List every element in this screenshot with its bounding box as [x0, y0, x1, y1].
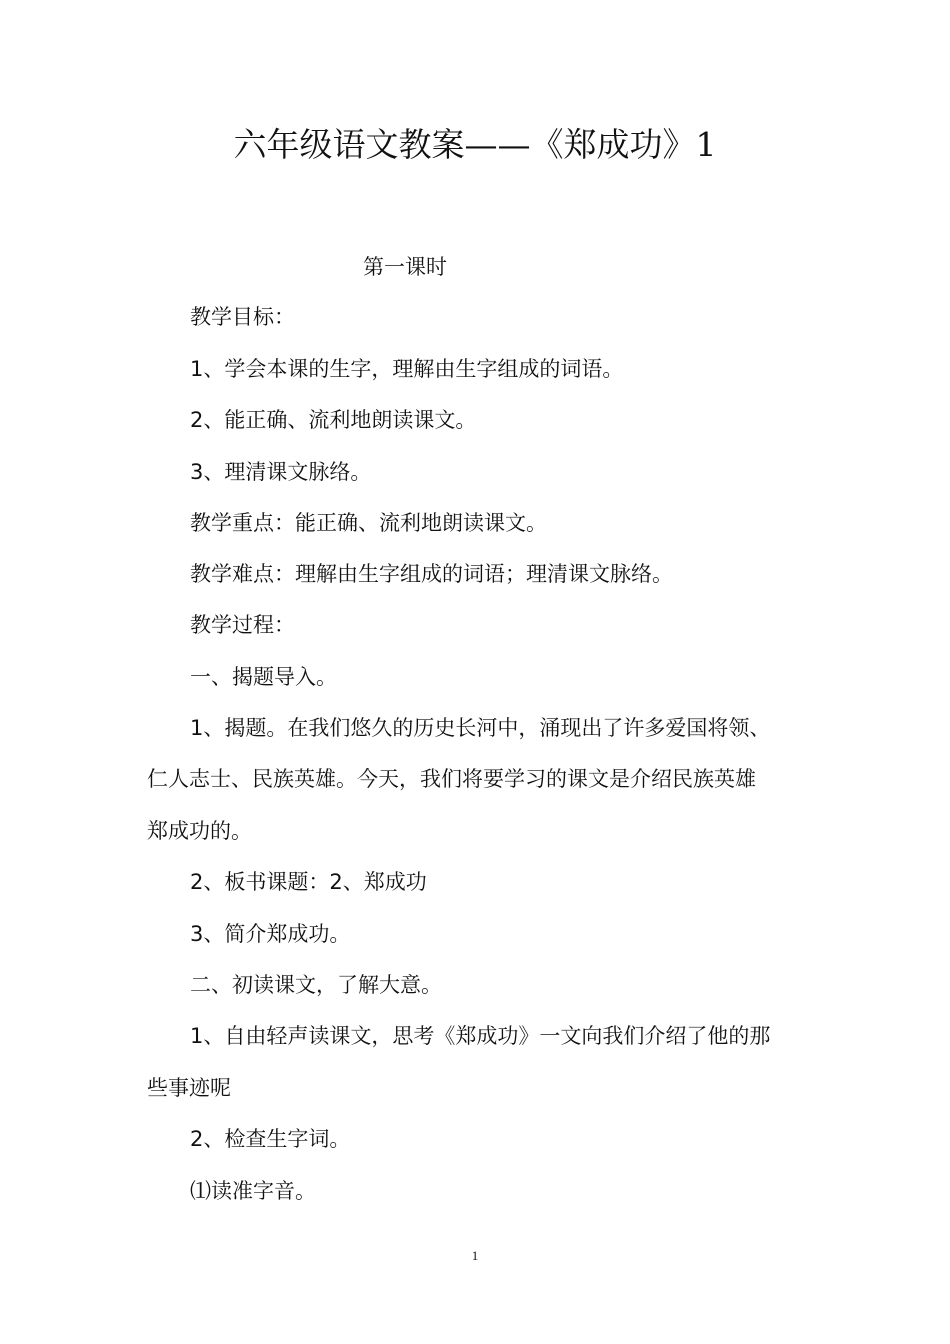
- text-line: 1、学会本课的生字，理解由生字组成的词语。: [190, 357, 624, 381]
- text-line: 教学过程：: [190, 613, 295, 637]
- text-line: 些事迹呢: [147, 1076, 231, 1100]
- text-line: 郑成功的。: [147, 819, 252, 843]
- text-line: 3、简介郑成功。: [190, 922, 351, 946]
- text-line: 1、揭题。在我们悠久的历史长河中，涌现出了许多爱国将领、: [190, 716, 771, 740]
- section-heading: 第一课时: [363, 255, 447, 279]
- text-line: 一、揭题导入。: [190, 665, 337, 689]
- text-line: 教学目标：: [190, 305, 295, 329]
- text-line: ⑴读准字音。: [190, 1179, 316, 1203]
- text-line: 1、自由轻声读课文，思考《郑成功》一文向我们介绍了他的那: [190, 1024, 771, 1048]
- text-line: 仁人志士、民族英雄。今天，我们将要学习的课文是介绍民族英雄: [147, 767, 756, 791]
- text-line: 2、检查生字词。: [190, 1127, 351, 1151]
- page-number: 1: [471, 1248, 479, 1263]
- text-line: 教学重点：能正确、流利地朗读课文。: [190, 511, 547, 535]
- text-line: 2、板书课题：2、郑成功: [190, 870, 427, 894]
- text-line: 3、理清课文脉络。: [190, 460, 372, 484]
- text-line: 教学难点：理解由生字组成的词语；理清课文脉络。: [190, 562, 673, 586]
- text-line: 2、能正确、流利地朗读课文。: [190, 408, 477, 432]
- document-title: 六年级语文教案——《郑成功》1: [233, 125, 717, 164]
- text-line: 二、初读课文，了解大意。: [190, 973, 442, 997]
